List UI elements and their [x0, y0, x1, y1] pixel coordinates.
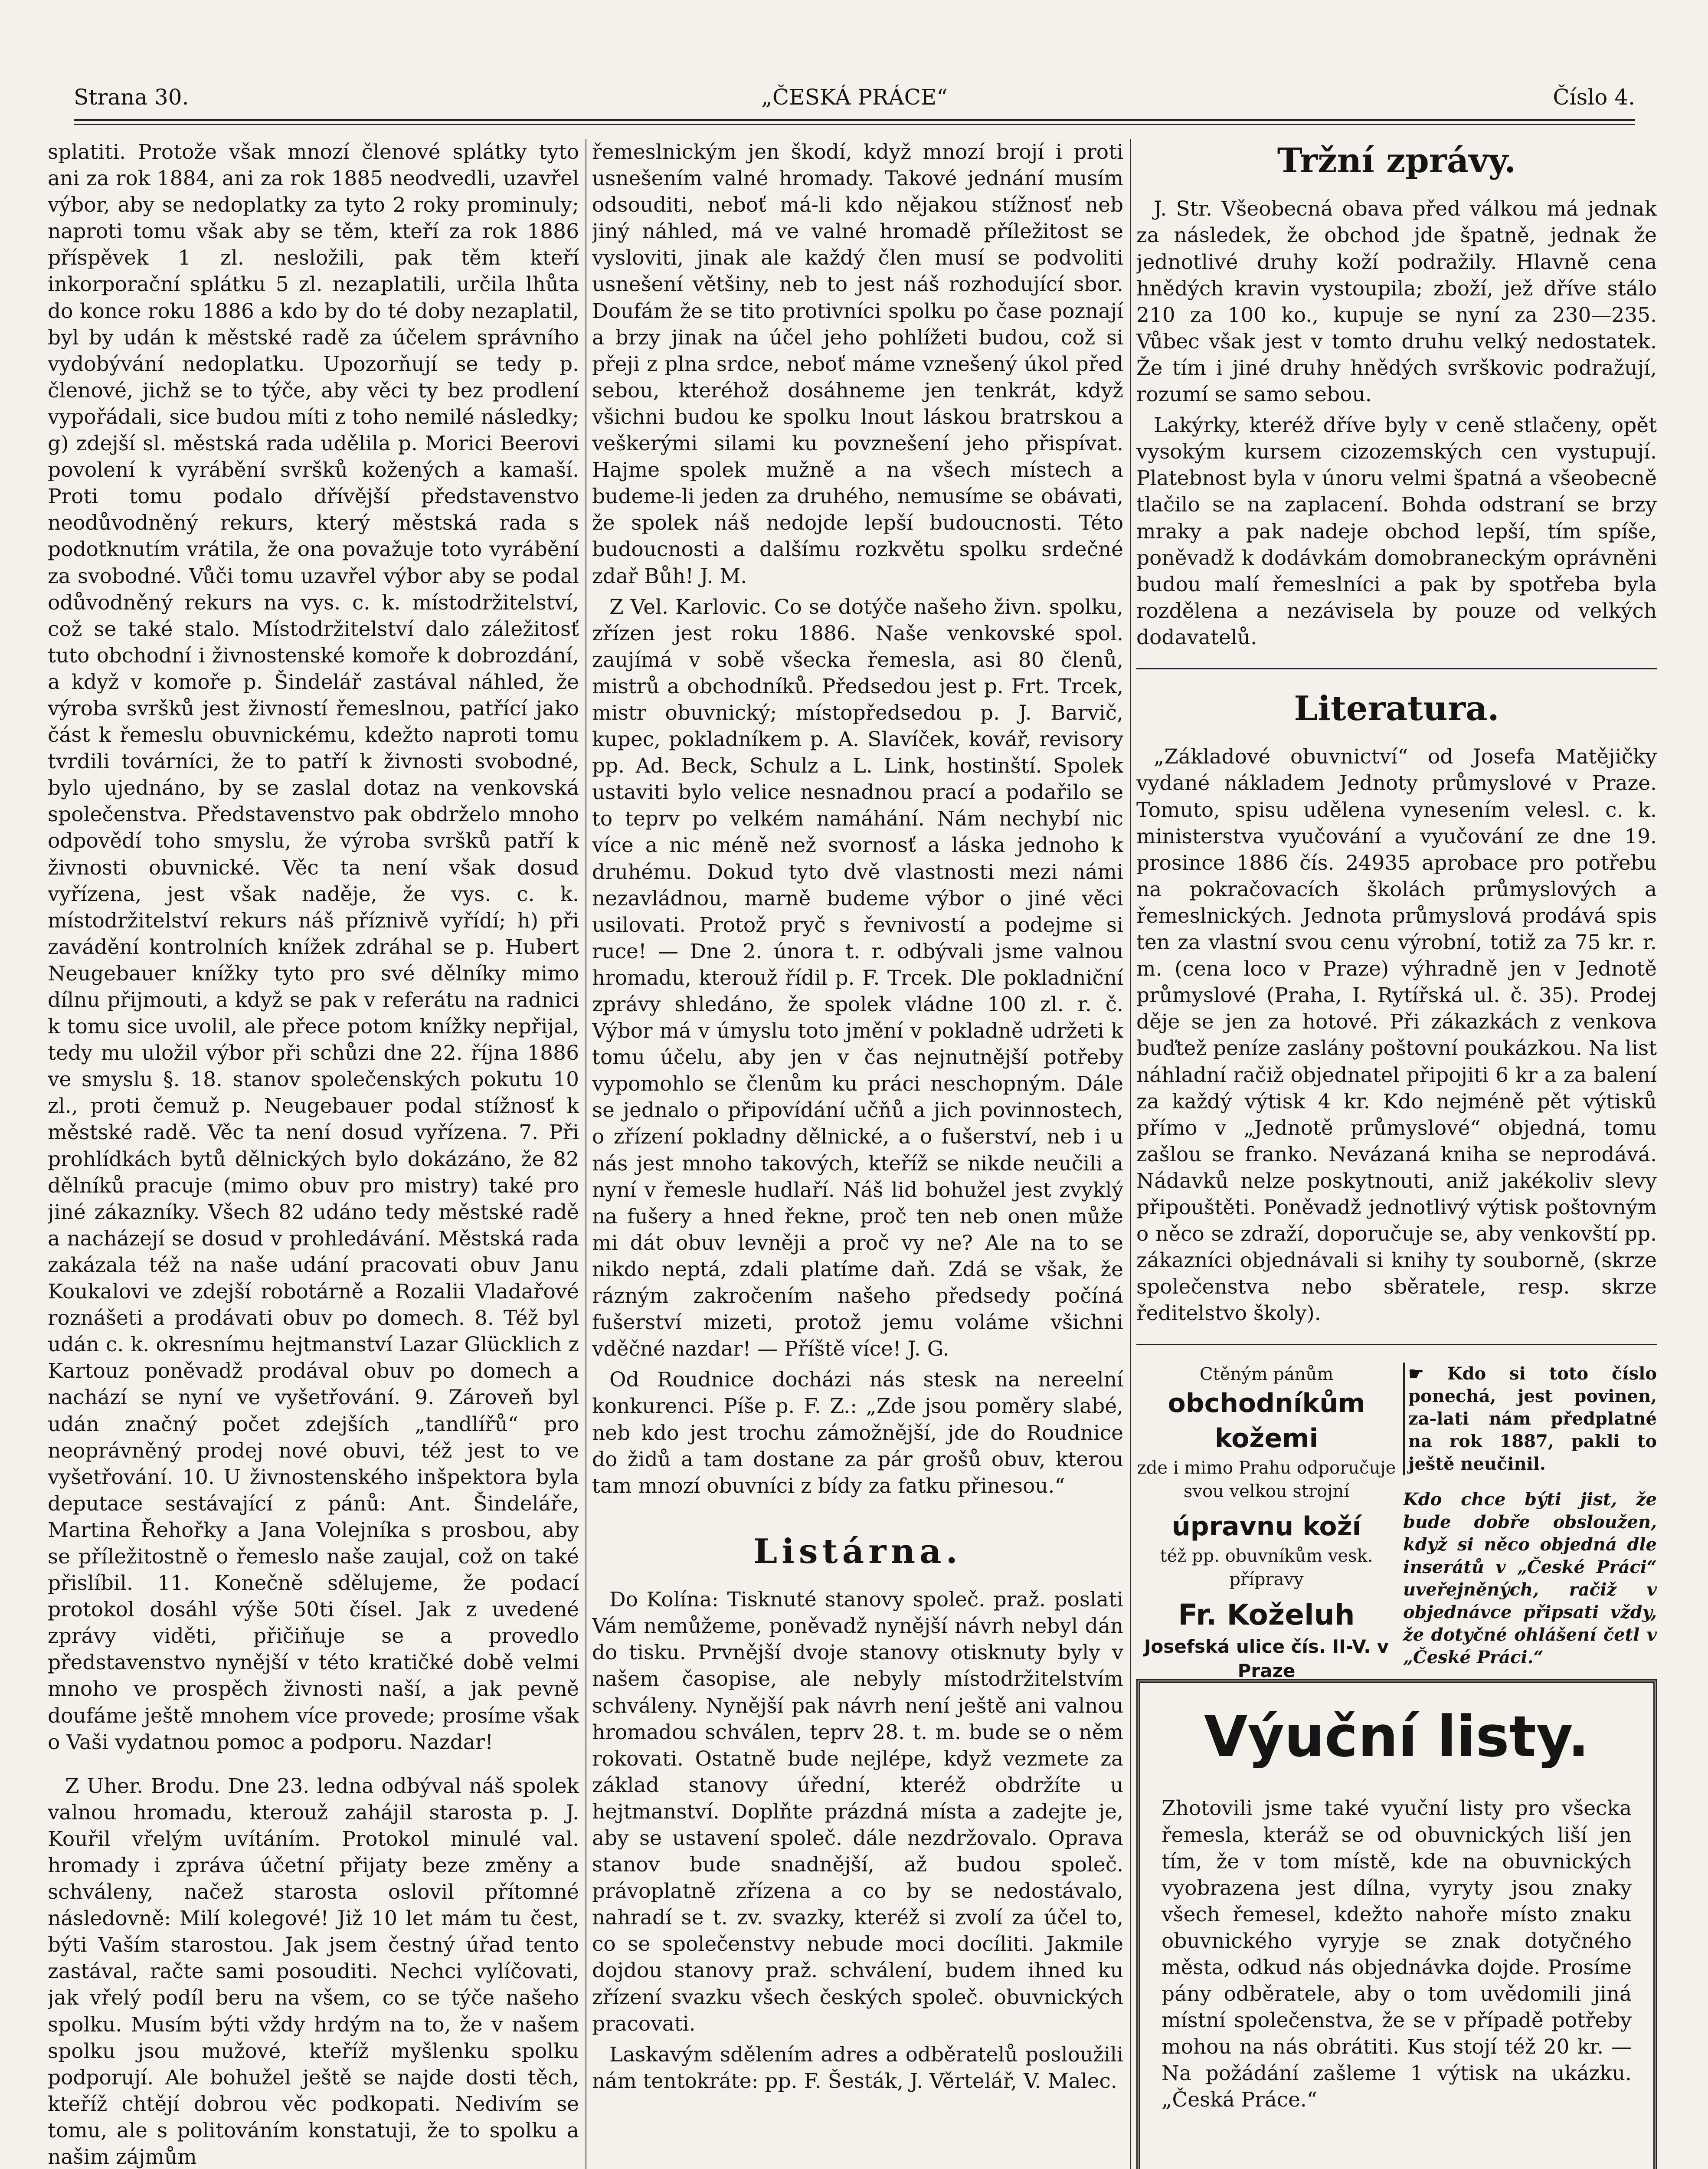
article-roudnice: Od Roudnice docházi nás stesk na nereelní konkurenci. Píše p. F. Z.: „Zde jsou poměry slabé, neb kdo jest trochu zámožnější, jde do Roudnice do židů a tam dostane za pár grošů obuv, kterou tam mnozí obuvníci z bídy za fatku přinesou.“	[592, 1368, 1123, 1498]
vyucni-title: Výuční listy.	[1204, 1704, 1590, 1770]
ad-line: úpravnu koží	[1171, 1511, 1361, 1542]
listarna-text: Do Kolína: Tisknuté stanovy společ. praž. poslati Vám nemůžeme, poněvadž nynější návrh nebyl dán do tisku. Prvnější dvoje stanovy otisknuty byly v našem časopise, ale nebyly místodržitelstvím schváleny. Nynější pak návrh není ještě ani valnou hromadou schválen, teprv 28. t. m. bude se o něm rokovati. Ostatně bude nejlépe, když vezmete za základ stanovy úřední, kteréž obdržíte u hejtmanství. Doplňte prázdná místa a zadejte je, aby se ustavení společ. dále nezdržovalo. Oprava stanov bude snadnější, až budou společ. právoplatně zřízena a co by se nedostávalo, nahradí se t. zv. svazky, kteréž si zvolí za účel to, co se společenstvy nebude moci docíliti. Jakmile dojdou stanovy praž. schválení, budem ihned ku zřízení svazku všech českých společ. obuvnických pracovati.	[592, 1588, 1123, 2036]
header-rule	[74, 119, 1635, 121]
ad-line: obchodníkům kožemi	[1168, 1388, 1365, 1454]
trzni-zpravy-title: Tržní zprávy.	[1277, 141, 1516, 180]
article-text: řemeslnickým jen škodí, když mnozí brojí i proti usnešením valné hromady. Takové jednání musím odsouditi, neboť má-li kdo nějakou stížnosť neb jiný náhled, má ve valné hromadě příležitost se vysloviti, jinak ale každý člen musí se podvoliti usnešení většiny, neb to jest náš rozhodující sbor. Doufám že se tito protivníci spolku po čase poznají a brzy jinak na účel jeho pohlížeti budou, což si přeji z plna srdce, neboť máme vznešený úkol před sebou, kteréhož dosáhneme jen tenkrát, když všichni budou ke spolku lnout láskou bratrskou a veškerými silami ku povznešení jeho přispívat. Hajme spolek mužně a na všech místech a budeme-li jeden za druhého, nemusíme se obávati, že spolek náš nedojde lepší budoucnosti. Této budoucnosti a dalšímu rozkvětu spolku srdečné zdař Bůh! J. M.	[592, 140, 1123, 588]
article-text: splatiti. Protože však mnozí členové splátky tyto ani za rok 1884, ani za rok 1885 neodvedli, uzavřel výbor, aby se nedoplatky za tyto 2 roky prominuly; naproti tomu však aby se těm, kteří za rok 1886 příspěvek 1 zl. nesložili, pak těm kteří inkorporační splátku 5 zl. nezaplatili, určila lhůta do konce roku 1886 a kdo by do té doby nezaplatil, byl by udán k městské radě za účelem správního vydobývání nedoplatku. Upozorňují se tedy p. členové, jichž se to týče, aby věci ty bez prodlení vypořádali, sice budou míti z toho nemilé následky; g) zdejší sl. městská rada udělila p. Morici Beerovi povolení k vyrábění svršků kožených a kamaší. Proti tomu podalo dřívější představenstvo neodůvodněný rekurs, který městská rada s podotknutím vrátila, že ona považuje toto vyrábění za svobodné. Vůči tomu uzavřel výbor aby se podal odůvodněný rekurs na vys. c. k. místodržitelství, což se také stalo. Místodržitelství dalo záležitosť tuto obchodní i živnostenské komoře k dobrozdání, a když v komoře p. Šindelář zastával náhled, že výroba svršků jest živností řemeslnou, patřící jako část k řemeslu obuvnickému, kdežto naproti tomu tvrdili továrníci, že to patří k živnosti svobodné, bylo ujednáno, by se zaslal dotaz na venkovská společenstva. Představenstvo pak obdrželo mnoho odpovědí toho smyslu, že výroba svršků patří k živnosti obuvnické. Věc ta není však dosud vyřízena, jest však naděje, že vys. c. k. místodržitelství rekurs náš příznivě vyřídí; h) při zavádění kontrolních knížek zdráhal se p. Hubert Neugebauer knížky tyto pro své dělníky mimo dílnu přijmouti, a když se pak v referátu na radnici k tomu sice uvolil, ale přece potom knížky nepřijal, tedy mu uložil výbor při schůzi dne 22. října 1886 ve smyslu §. 18. stanov společenských pokutu 10 zl., proti čemuž p. Neugebauer podal stížnosť k městské radě. Věc ta není dosud vyřízena. 7. Při prohlídkách bytů dělnických bylo dokázáno, že 82 dělníků pracuje (mimo obuv pro mistry) také pro jiné zákazníky. Všech 82 udáno tedy městské radě a nacházejí se dosud v prohledávání. Městská rada zakázala též na naše udání pracovati obuv Janu Koukalovi ve zdejší robotárně a Rozalii Vladařové roznášeti a prodávati obuv po domech. 8. Též byl udán c. k. okresnímu hejtmanství Lazar Glücklich z Kartouz poněvadž prodával obuv po domech a nachází se nyní ve vyšetřování. 9. Zároveň byl udán značný počet zdejších „tandlířů“ pro neoprávněný prodej nové obuvi, též jest to ve vyšetřování. 10. U živnostenského inšpektora byla deputace sestávající z pánů: Ant. Šindeláře, Martina Řehořky a Jana Volejníka s prosbou, aby se příležitostně o řemeslo naše zaujal, což on také přislíbil. 11. Konečně sdělujeme, že podací protokol dosáhl výše 50ti čísel. Jak z uvedené zprávy viděti, přičiňuje se a provedlo představenstvo nynější v této kratičké době velmi mnoho ve prospěch živnosti naší, a jak pevně doufáme ještě mnohem více provede; prosíme však o Vaši vydatnou pomoc a podporu. Nazdar!	[48, 140, 579, 1754]
header-rule-thin	[74, 124, 1635, 125]
ad-line: zde i mimo Prahu odporučuje svou velkou strojní	[1137, 1458, 1396, 1502]
masthead: „ČESKÁ PRÁCE“	[761, 85, 948, 110]
article-vel-karlovic: Z Vel. Karlovic. Co se dotýče našeho živn. spolku, zřízen jest roku 1886. Naše venkovské spol. zaujímá v sobě všecka řemesla, asi 80 členů, mistrů a obchodníků. Předsedou jest p. Frt. Trcek, mistr obuvnický; místopředsedou p. J. Barvič, kupec, pokladníkem p. A. Slavíček, kovář, revisory pp. Ad. Beck, Schulz a L. Link, hostinští. Spolek ustaviti bylo velice nesnadnou prací a podařilo se to teprv po velkém namáhání. Nám nechybí nic více a nic méně než svornosť a láska jednoho k druhému. Dokud tyto dvě vlastnosti mezi námi nezavládnou, marně budeme výbor o jiné věci usilovati. Protož pryč s řevnivostí a podejme si ruce! — Dne 2. února t. r. odbývali jsme valnou hromadu, kterouž řídil p. F. Trcek. Dle pokladniční zprávy shledáno, že spolek vládne 100 zl. r. č. Výbor má v úmyslu toto jmění v pokladně udržeti k tomu účelu, aby jen v čas nejnutnější potřeby vypomohlo se členům ku práci neschopným. Dále se jednalo o připovídání učňů a jich povinnostech, o zřízení pokladny dělnické, a o fušerství, neb i u nás jest mnoho takových, kteříž se nikde neučili a nyní v řemesle hudlaří. Náš lid bohužel jest zvyklý na fušery a hned řekne, proč ten neb onen může mi dát obuv levněji a proč vy ne? Ale na to se nikdo neptá, zdali platíme daň. Zdá se však, že rázným zakročením našeho předsedy počíná fušerství mizeti, protož jemu voláme všichni vděčné nazdar! — Příště více! J. G.	[592, 595, 1123, 1361]
listarna-title: Listárna.	[753, 1531, 962, 1571]
article-uher-brod: Z Uher. Brodu. Dne 23. ledna odbýval náš spolek valnou hromadu, kterouž zahájil starosta p. J. Kouřil vřelým uvítáním. Protokol minulé val. hromady i zpráva účetní přijaty beze změny a schváleny, načež starosta oslovil přítomné následovně: Milí kolegové! Již 10 let mám tu čest, býti Vaším starostou. Jak jsem čestný úřad tento zastával, račte sami posouditi. Nechci vylíčovati, jak vřelý podíl beru na všem, co se týče našeho spolku. Musím býti vždy hrdým na to, že v našem spolku jsou mužové, kteříž myšlenku spolku podporují. Ale bohužel ještě se najde dosti těch, kteříž chtějí dobrou věc podkopati. Nedivím se tomu, ale s politováním konstatuji, že to spolku a našim zájmům	[48, 1774, 579, 2169]
ad-line: též pp. obuvníkům vesk. přípravy	[1160, 1546, 1373, 1590]
literatura-title: Literatura.	[1294, 688, 1499, 728]
column-2	[592, 139, 1123, 2169]
section-rule	[1136, 1344, 1657, 1345]
page-number: Strana 30.	[74, 85, 189, 110]
literatura-text: „Základové obuvnictví“ od Josefa Matějičky vydané nákladem Jednoty průmyslové v Praze. Tomuto, spisu udělena vynesením velesl. c. k. ministerstva vyučování a vyučování ze dne 19. prosince 1886 čís. 24935 aprobace pro potřebu na pokračovacích školách průmyslových a řemeslnických. Jednota průmyslová prodává spis ten za vlastní svou cenu výrobní, totiž za 75 kr. r. m. (cena loco v Praze) výhradně jen v Jednotě průmyslové (Praha, I. Rytířská ul. č. 35). Prodej děje se jen za hotové. Při zákazkách z venkova buďtež peníze zaslány poštovní poukázkou. Na list náhladní račiž objednatel připojiti 6 kr a za balení za každý výtisk 4 kr. Kdo nejméně pět výtisků přímo v „Jednotě průmyslové“ objedná, tomu zašlou se franko. Nevázaná kniha se neprodává. Nádavků nelze poskytnouti, aniž jakékoliv slevy připouštěti. Poněvadž jednotlivý výtisk poštovným o něco se zdraží, doporučuje se, aby venkovští pp. zákazníci objednávali si knihy ty souborně, (skrze společenstva nebo sběratele, resp. skrze ředitelstvo školy).	[1136, 745, 1657, 1326]
column-3	[1136, 139, 1657, 2169]
subscription-notice: ☛ Kdo si toto číslo ponechá, jest povinen, za-lati nám předplatné na rok 1887, pakli to ještě neučinil.	[1403, 1363, 1657, 1475]
vyucni-text: Zhotovili jsme také vyuční listy pro všecka řemesla, kteráž se od obuvnických liší jen tím, že v tom místě, kde na obuvnických vyobrazena jest dílna, vyryty jsou znaky všech řemesel, kdežto nahoře místo znaku obuvnického vyryje se znak dotyčného města, odkud nás objednávka dojde. Prosíme pány odběratele, aby o tom uvědomili jiná místní společenstva, že se v případě potřeby mohou na nás obrátiti. Kus stojí též 20 kr. — Na požádání zašleme 1 výtisk na ukázku. „Česká Práce.“	[1162, 1796, 1632, 2112]
column-1	[48, 139, 579, 2169]
vyucni-listy-ad	[1136, 1679, 1657, 2169]
listarna-text: Laskavým sdělením adres a odběratelů posloužili nám tentokráte: pp. F. Šesták, J. Věrtelář, V. Malec.	[592, 2042, 1123, 2093]
trzni-text: J. Str. Všeobecná obava před válkou má jednak za následek, že obchod jde špatně, jednak že jednotlivé druhy koží podražily. Hlavně cena hnědých kravin vystoupila; zboží, jež dříve stálo 210 za 100 ko., kupuje se nyní za 230—235. Vůbec však jest v tomto druhu velký nedostatek. Že tím i jiné druhy hnědých svrškovic podražují, rozumí se samo sebou.	[1136, 197, 1657, 407]
column-divider	[1130, 139, 1131, 2169]
insert-notice: Kdo chce býti jist, že bude dobře obsloužen, když si něco objedná dle inserátů v „České Práci“ uveřejněných, račiž v objednávce připsati vždy, že dotyčné ohlášení četl v „České Práci.“	[1403, 1489, 1657, 1668]
issue-number: Číslo 4.	[1553, 85, 1635, 110]
trzni-text: Lakýrky, kteréž dříve byly v ceně stlačeny, opět vysokým kursem cizozemských cen vystupují. Platebnost byla v únoru velmi špatná a všeobecně tlačilo se na zaplacení. Bohda odstraní se brzy mraky a pak nadeje obchod lepší, tím spíše, poněvadž k dodávkám domobraneckým oprávněni budou malí řemeslníci a pak by spotřeba byla rozdělena a nezávisela by pouze od velkých dodavatelů.	[1136, 413, 1657, 649]
page-header	[74, 85, 1635, 115]
ad-line: Fr. Koželuh	[1178, 1598, 1355, 1632]
ad-line: Josefská ulice čís. II-V. v Praze	[1144, 1635, 1389, 1682]
advertisements	[1136, 1363, 1657, 1682]
ad-kozeluh	[1136, 1363, 1397, 1683]
section-rule	[1136, 668, 1657, 669]
ad-line: Ctěným pánům	[1199, 1364, 1334, 1385]
ad-notice	[1403, 1363, 1657, 1669]
